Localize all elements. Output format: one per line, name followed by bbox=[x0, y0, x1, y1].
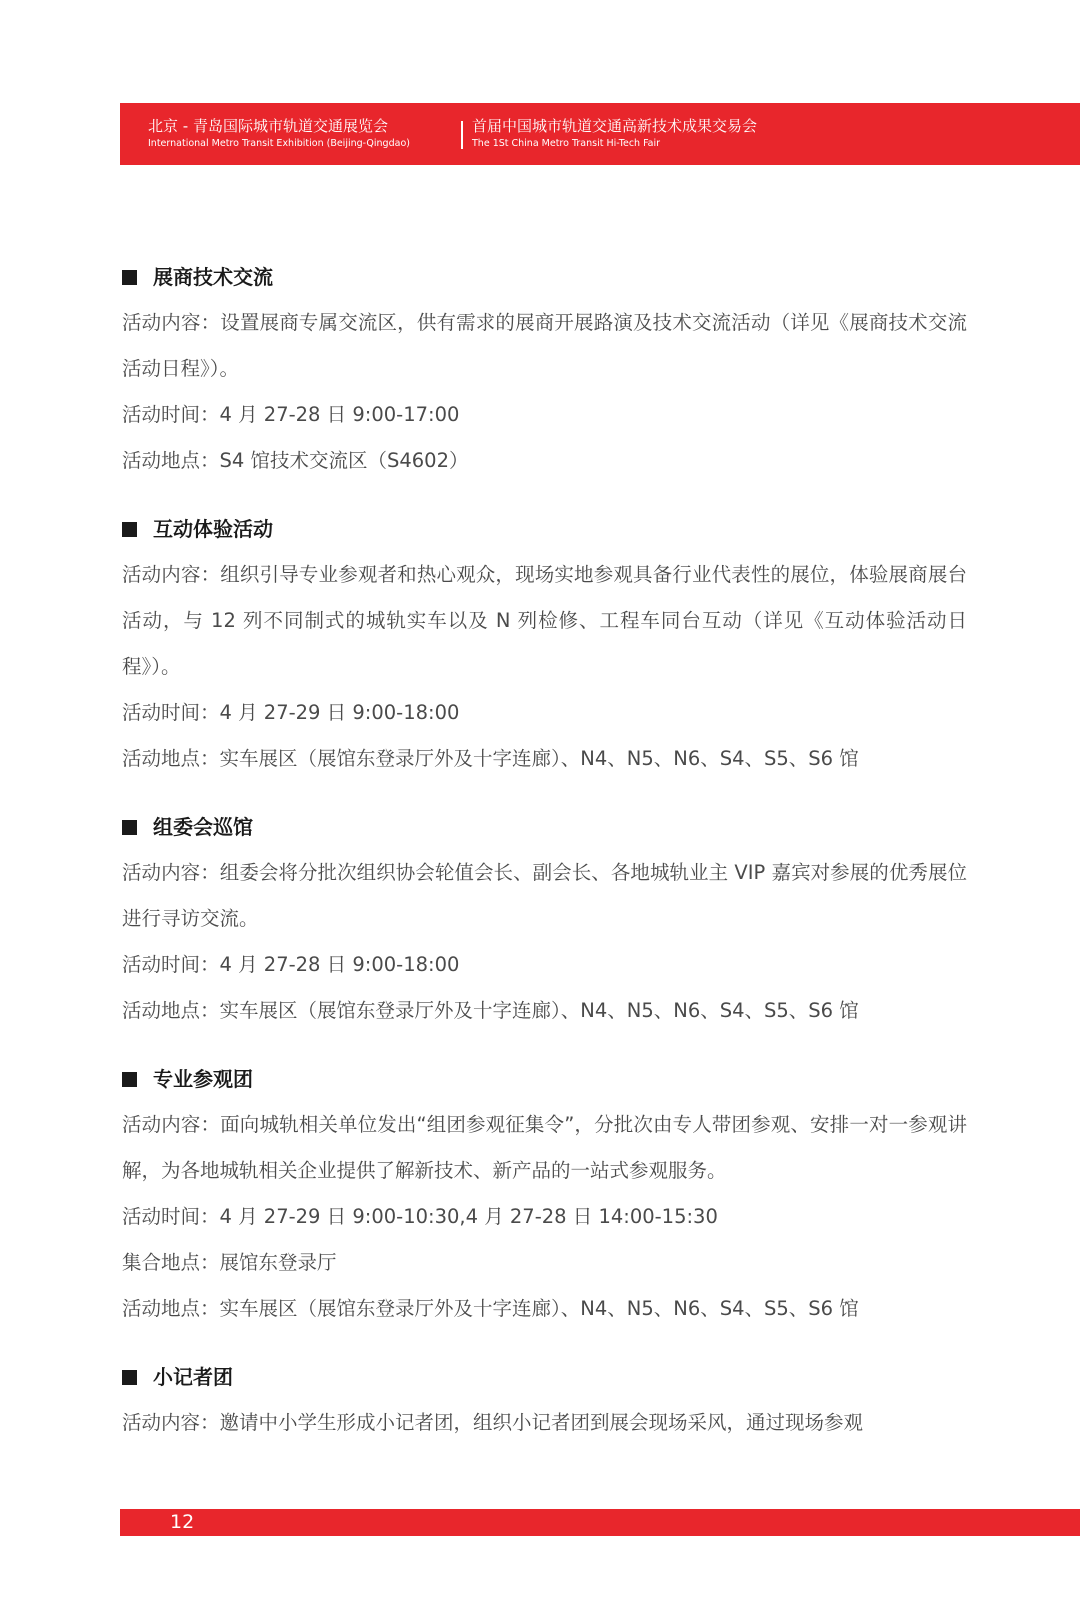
section-title bbox=[122, 1064, 967, 1094]
section-title-text: 互动体验活动 bbox=[153, 517, 273, 541]
section-time: 活动时间：4 月 27-28 日 9:00-18:00 bbox=[122, 953, 460, 976]
page-content bbox=[122, 262, 967, 1476]
section-professional-visit-group bbox=[122, 1064, 967, 1332]
section-content: 活动内容：组委会将分批次组织协会轮值会长、副会长、各地城轨业主 VIP 嘉宾对参展的优秀展位进行寻访交流。 bbox=[122, 861, 967, 930]
header-left-block bbox=[148, 117, 410, 150]
square-bullet-icon bbox=[122, 820, 137, 835]
section-young-reporters bbox=[122, 1362, 967, 1446]
section-title-text: 组委会巡馆 bbox=[153, 815, 253, 839]
section-location: 活动地点：实车展区（展馆东登录厅外及十字连廊）、N4、N5、N6、S4、S5、S6 馆 bbox=[122, 747, 859, 770]
section-time: 活动时间：4 月 27-29 日 9:00-18:00 bbox=[122, 701, 460, 724]
section-title-text: 小记者团 bbox=[153, 1365, 233, 1389]
section-content: 活动内容：设置展商专属交流区，供有需求的展商开展路演及技术交流活动（详见《展商技术交流活动日程》）。 bbox=[122, 311, 967, 380]
header-banner bbox=[120, 103, 1080, 165]
header-left-english: International Metro Transit Exhibition (Beijing-Qingdao) bbox=[148, 138, 410, 149]
section-location: 活动地点：S4 馆技术交流区（S4602） bbox=[122, 449, 469, 472]
section-time: 活动时间：4 月 27-28 日 9:00-17:00 bbox=[122, 403, 460, 426]
section-gathering-point: 集合地点：展馆东登录厅 bbox=[122, 1251, 337, 1274]
footer-bar bbox=[120, 1509, 1080, 1536]
section-content: 活动内容：组织引导专业参观者和热心观众，现场实地参观具备行业代表性的展位，体验展商展台活动，与 12 列不同制式的城轨实车以及 N 列检修、工程车同台互动（详见《互动体验活动日程》）。 bbox=[122, 563, 967, 678]
section-interactive-experience bbox=[122, 514, 967, 782]
section-exhibitor-tech-exchange bbox=[122, 262, 967, 484]
section-title bbox=[122, 1362, 967, 1392]
section-content: 活动内容：邀请中小学生形成小记者团，组织小记者团到展会现场采风，通过现场参观 bbox=[122, 1411, 864, 1434]
section-title bbox=[122, 514, 967, 544]
section-title-text: 专业参观团 bbox=[153, 1067, 253, 1091]
header-divider bbox=[461, 121, 463, 149]
section-committee-tour bbox=[122, 812, 967, 1034]
square-bullet-icon bbox=[122, 1072, 137, 1087]
section-location: 活动地点：实车展区（展馆东登录厅外及十字连廊）、N4、N5、N6、S4、S5、S6 馆 bbox=[122, 1297, 859, 1320]
section-time: 活动时间：4 月 27-29 日 9:00-10:30,4 月 27-28 日 14:00-15:30 bbox=[122, 1205, 718, 1228]
header-right-block bbox=[472, 117, 757, 150]
section-content: 活动内容：面向城轨相关单位发出“组团参观征集令”，分批次由专人带团参观、安排一对一参观讲解，为各地城轨相关企业提供了解新技术、新产品的一站式参观服务。 bbox=[122, 1113, 967, 1182]
square-bullet-icon bbox=[122, 522, 137, 537]
page-number: 12 bbox=[170, 1511, 195, 1533]
section-title bbox=[122, 812, 967, 842]
square-bullet-icon bbox=[122, 1370, 137, 1385]
square-bullet-icon bbox=[122, 270, 137, 285]
section-title-text: 展商技术交流 bbox=[153, 265, 273, 289]
header-right-chinese: 首届中国城市轨道交通高新技术成果交易会 bbox=[472, 117, 758, 135]
section-location: 活动地点：实车展区（展馆东登录厅外及十字连廊）、N4、N5、N6、S4、S5、S6 馆 bbox=[122, 999, 859, 1022]
header-right-english: The 1St China Metro Transit Hi-Tech Fair bbox=[472, 138, 661, 149]
header-left-chinese: 北京 - 青岛国际城市轨道交通展览会 bbox=[148, 117, 388, 135]
section-title bbox=[122, 262, 967, 292]
